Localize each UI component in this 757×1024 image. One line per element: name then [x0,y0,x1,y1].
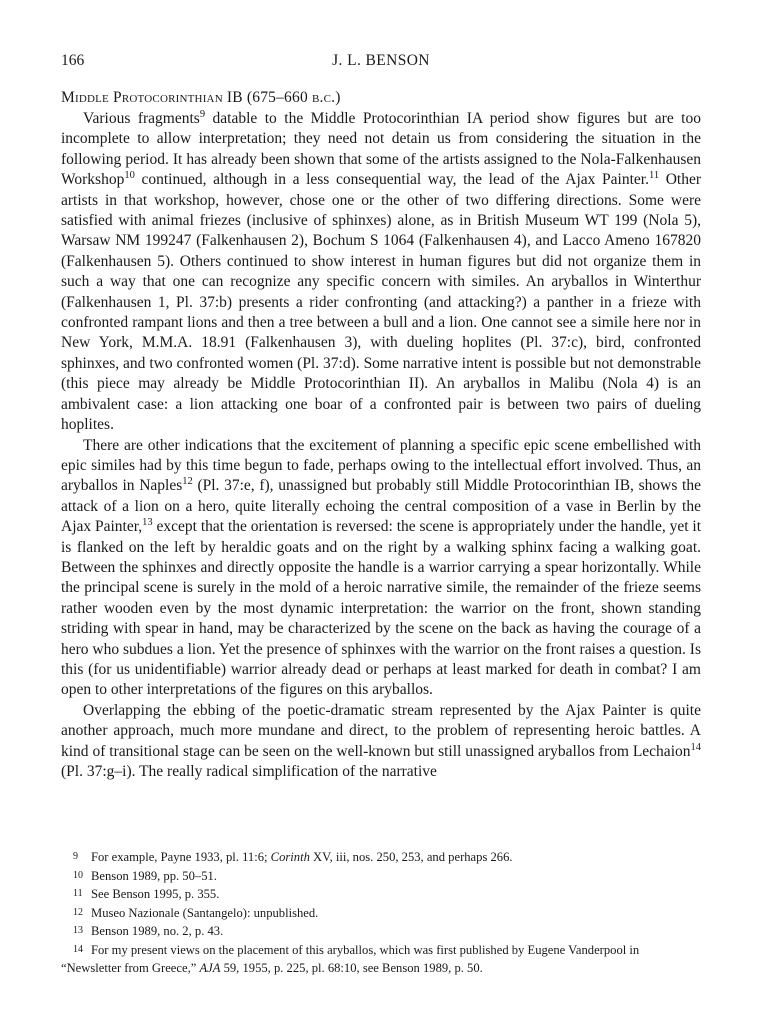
text-run: continued, although in a less consequential way, the lead of the Ajax Painter. [134,171,649,189]
footnote-number: 13 [73,925,83,937]
footnote-number: 14 [73,943,83,955]
footnote-reference: 9 [199,109,206,120]
text-run: 59, 1955, p. 225, pl. 68:10, see Benson 1989, p. 50. [220,960,483,975]
text-run: (Pl. 37:g–i). The really radical simplification of the narrative [61,763,437,780]
text-run: There are other indications that the excitement of planning a specific epic scene embellished with epic similes had by this time begun to fade, perhaps owing to the intellectual effort involved. Thus, an aryballos in Naples [61,436,701,495]
text-run: datable to the Middle Protocorinthian IA period show figures but are too incomplete to allow interpretation; they need not detain us from considering the situation in the following period. It has already been shown that some of the artists assigned to the Nola-Falkenhausen Workshop [61,110,701,189]
footnote-number: 9 [73,851,78,862]
text-run: Overlapping the ebbing of the poetic-dramatic stream represented by the Ajax Painter is quite another approach, much more mundane and direct, to the problem of representing heroic battles. A kind of transitional stage can be seen on the well-known but still unassigned aryballos from Lechaion [61,701,701,760]
text-run: For my present views on the placement of this aryballos, which was first published by Eugene Vanderpool in “Newsletter from Greece,” [61,942,640,975]
page-header [61,52,701,74]
footnote-number: 12 [73,906,83,918]
footnotes [61,848,701,977]
footnote [61,867,701,886]
footnote-number: 10 [73,869,83,881]
footnote [61,885,701,904]
footnote-reference: 10 [124,170,135,182]
text-run: except that the orientation is reversed: the scene is appropriately under the handle, yet it is flanked on the left by heraldic goats and on the right by a walking sphinx facing a walking goat. Between the sphinxes and directly opposite the handle is a warrior carrying a spear horizontally. While the principal scene is surely in the mold of a heroic narrative simile, the remainder of the frieze seems rather wooden even by the most dynamic interpretation: the warrior on the front, shown standing striding with spear in hand, may be characterized by the scene on the back as having the courage of a hero who subdues a lion. Yet the presence of sphinxes with the warrior on the front raises a question. Is this (for us unidentifiable) warrior already dead or perhaps at least marked for death in combat? I am open to other interpretations of the figures on this aryballos. [61,518,701,699]
page-number: 166 [61,52,85,69]
body-text [61,109,701,782]
italic-text: Corinth [270,850,310,864]
body-paragraph [61,109,701,436]
text-run: Other artists in that workshop, however, chose one or the other of two differing directions. Some were satisfied with animal friezes (inclusive of sphinxes) alone, as in British Museum WT 199 (Nola 5), Warsaw NM 199247 (Falkenhausen 2), Bochum S 1064 (Falkenhausen 4), and Lacco Ameno 167820 (Falkenhausen 5). Others continued to show interest in human figures but did not organize them in such a way that one can recognize any specific concern with similes. An aryballos in Winterthur (Falkenhausen 1, Pl. 37:b) presents a rider confronting (and attacking?) a panther in a frieze with confronted rampant lions and then a tree between a bull and a lion. One cannot see a simile here nor in New York, M.M.A. 18.91 (Falkenhausen 3), with dueling hoplites (Pl. 37:c), bird, confronted sphinxes, and two confronted women (Pl. 37:d). Some narrative intent is possible but not demonstrable (this piece may already be Middle Protocorinthian II). An aryballos in Malibu (Nola 4) is an ambivalent case: a lion attacking one boar of a confronted pair is between two pairs of dueling hoplites. [61,171,701,434]
text-run: See Benson 1995, p. 355. [91,887,220,902]
text-run: Various fragments [83,110,200,127]
text-run: (Pl. 37:e, f), unassigned but probably still Middle Protocorinthian IB, shows the attack of a lion on a hero, quite literally echoing the central composition of a vase in Berlin by the Ajax Painter, [61,477,701,536]
text-run: XV, iii, nos. 250, 253, and perhaps 266. [309,850,513,864]
body-paragraph [61,701,701,783]
section-heading: Middle Protocorinthian IB (675–660 b.c.) [61,89,341,106]
italic-text: AJA [199,960,221,975]
footnote [61,941,701,977]
footnote-reference: 12 [182,476,193,488]
text-run: Benson 1989, pp. 50–51. [91,868,217,883]
footnote-number: 11 [73,888,83,900]
body-paragraph [61,436,701,701]
footnote-reference: 13 [142,517,153,529]
text-run: Benson 1989, no. 2, p. 43. [91,924,224,939]
footnote [61,848,701,867]
footnote-reference: 11 [648,170,660,182]
book-page [61,0,701,1024]
text-run: For example, Payne 1933, pl. 11:6; [91,850,271,864]
footnote [61,922,701,941]
running-head: J. L. BENSON [332,52,430,69]
footnote [61,904,701,923]
footnote-reference: 14 [690,741,701,753]
text-run: Museo Nazionale (Santangelo): unpublished. [91,905,319,920]
